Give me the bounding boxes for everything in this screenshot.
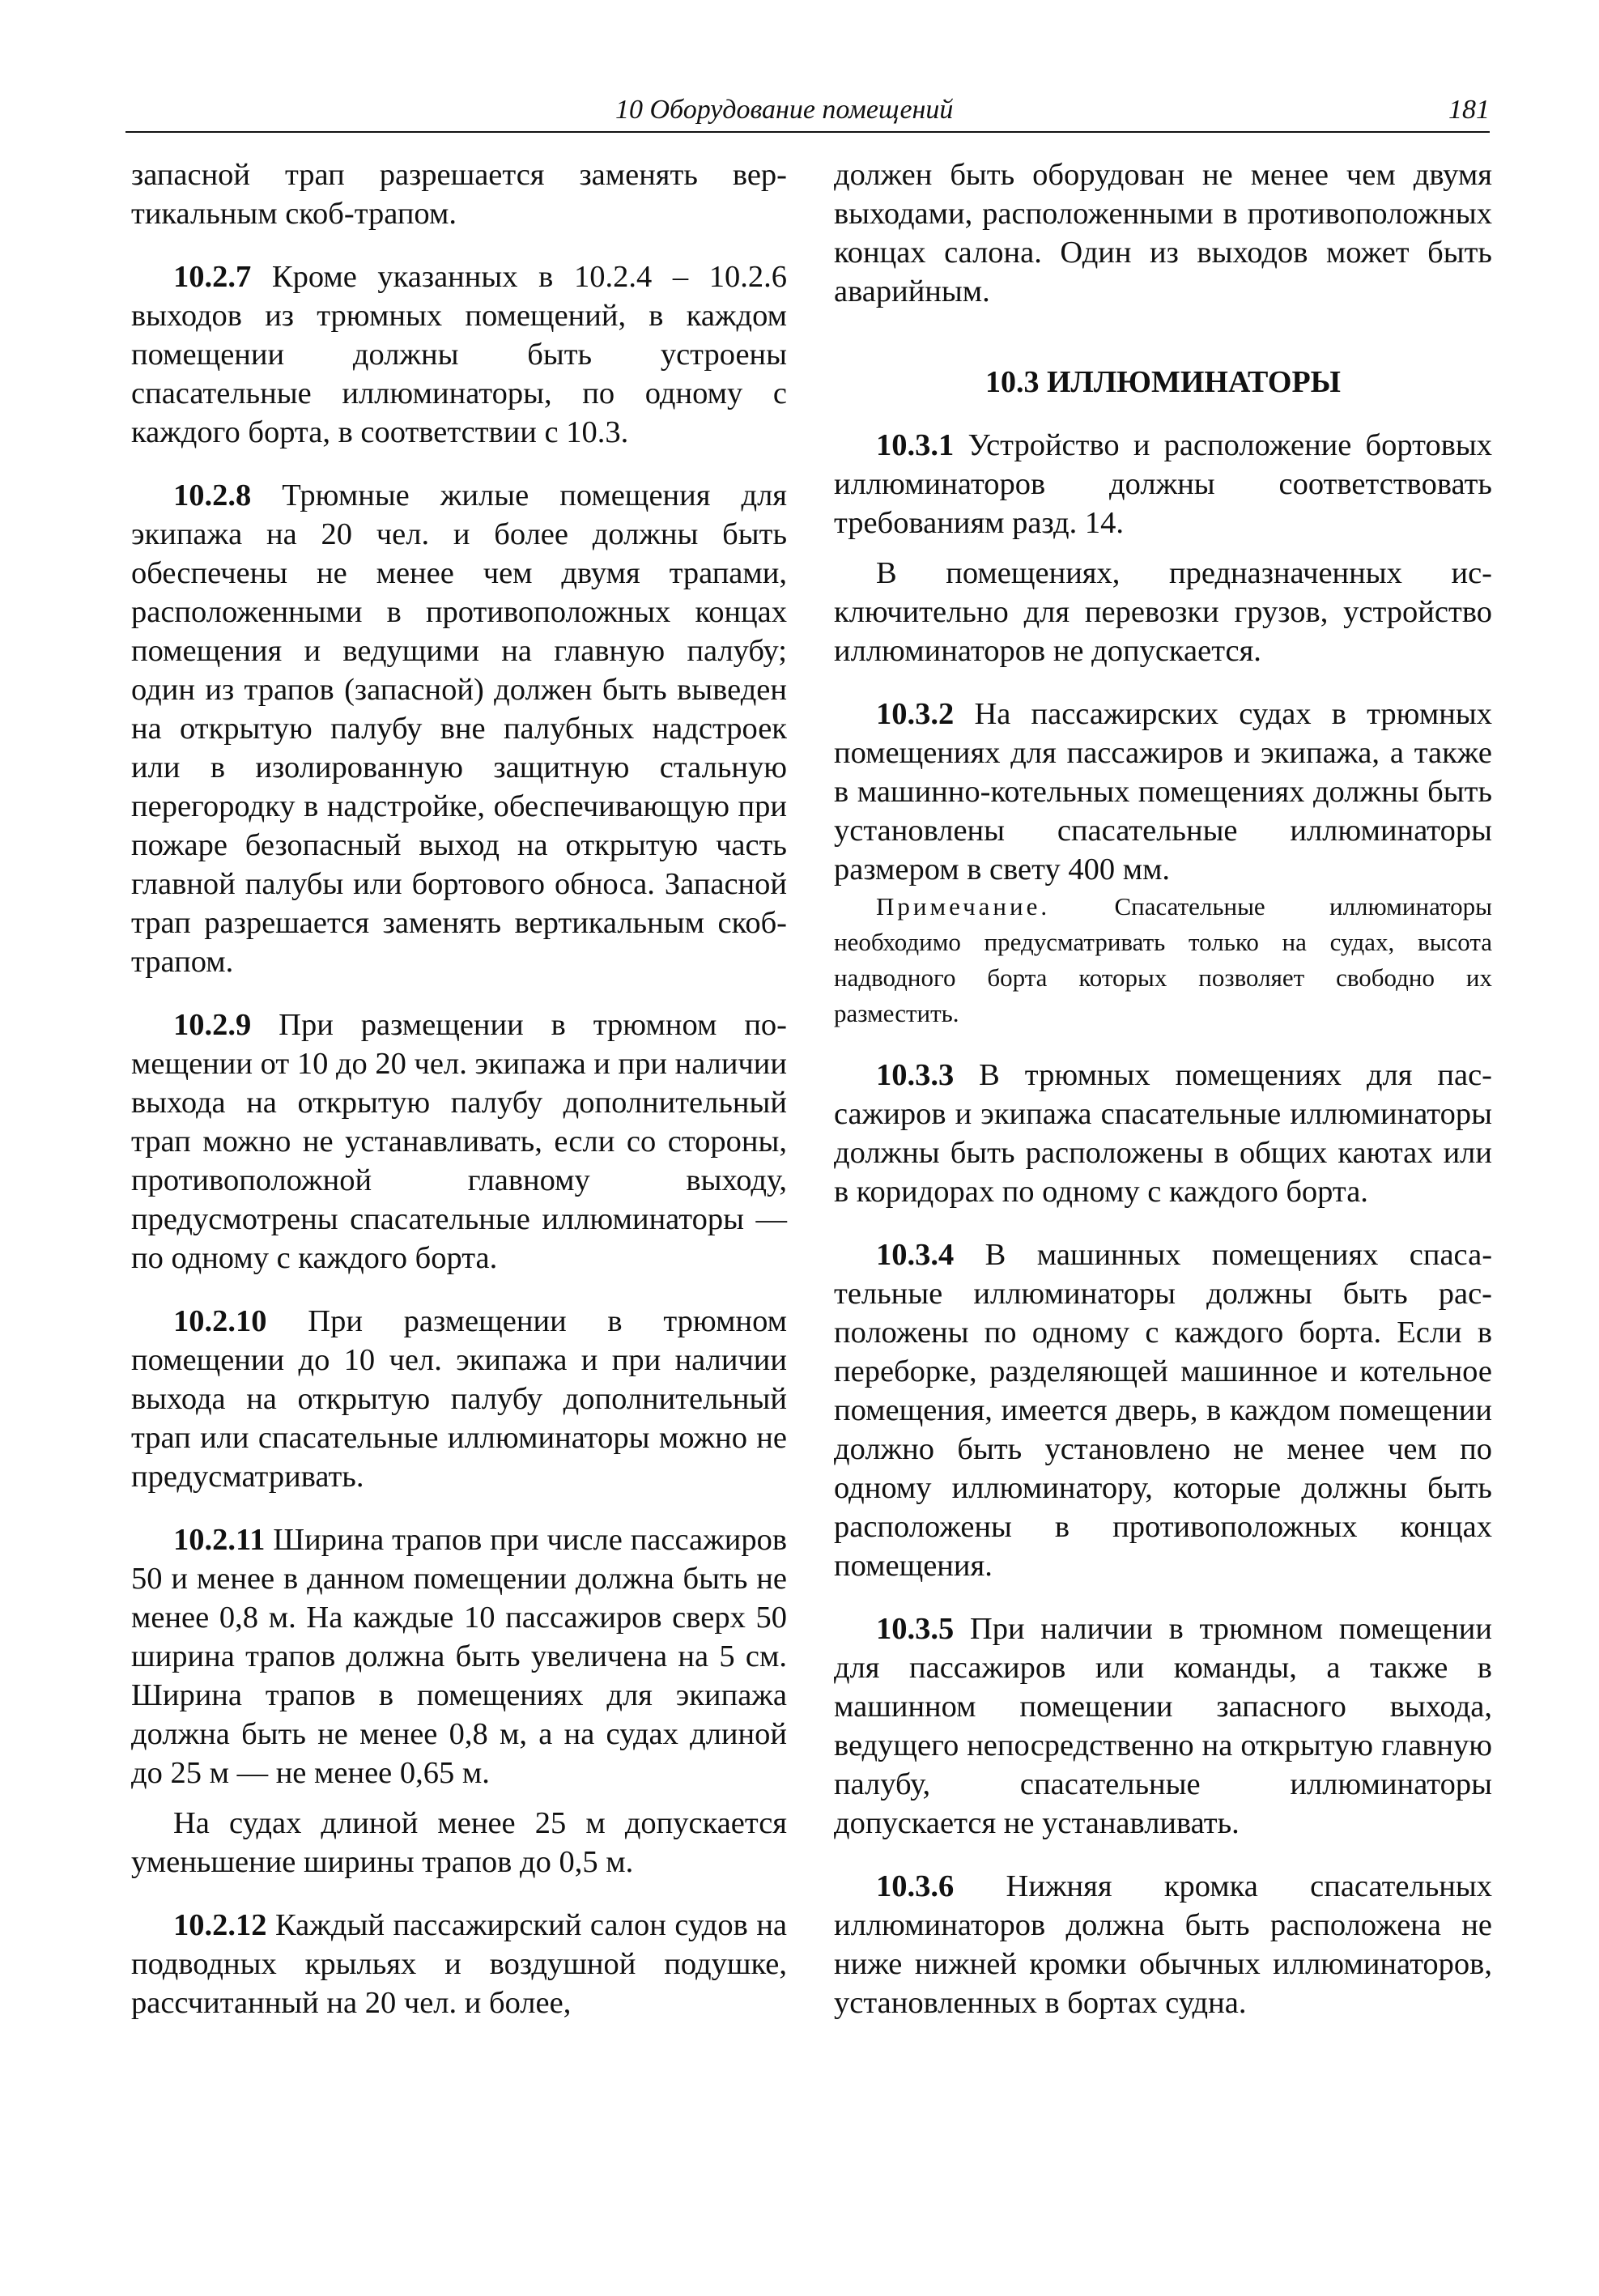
clause-10-3-2: 10.3.2 На пассажирских судах в трюмных помещениях для пассажиров и экипажа, а также в машинно-котельных помещениях должны быть установлены спасательные иллюминаторы размером в свету 400 мм.: [834, 697, 1492, 887]
paragraph-continued: должен быть оборудован не менее чем двумя выходами, расположенными в противоположных концах салона. Один из выходов может быть аварийным.: [834, 158, 1492, 308]
clause-10-3-1-continued: В помещениях, предназначенных исключительно для перевозки грузов, устройство иллюминаторов не допускается.: [834, 556, 1492, 668]
left-column: [131, 155, 787, 2022]
clause-10-2-10: 10.2.10 При размещении в трюмном помещении до 10 чел. экипажа и при наличии выхода на открытую палубу дополнительный трап или спасательные иллюминаторы можно не предусматривать.: [131, 1304, 788, 1494]
clause-10-2-9: 10.2.9 При размещении в трюмном помещении от 10 до 20 чел. экипажа и при наличии выхода на открытую палубу дополнительный трап можно не устанавливать, если со стороны, противоположной главному выходу, предусмотрены спасательные иллюминаторы — по одному с каждого борта.: [131, 1008, 788, 1275]
clause-10-3-4: 10.3.4 В машинных помещениях спасательные иллюминаторы должны быть расположены по одному с каждого борта. Если в переборке, разделяющей машинное и котельное помещения, имеется дверь, в каждом помещении должно быть установлено не менее чем по одному иллюминатору, которые должны быть расположены в противоположных концах помещения.: [834, 1238, 1493, 1583]
clause-10-3-5: 10.3.5 При наличии в трюмном помещении для пассажиров или команды, а также в машинном помещении запасного выхода, ведущего непосредственно на открытую главную палубу, спасательные иллюминаторы допускается не устанавливать.: [834, 1612, 1493, 1840]
clause-10-3-6: 10.3.6 Нижняя кромка спасательных иллюминаторов должна быть расположена не ниже нижней кромки обычных иллюминаторов, установленных в бортах судна.: [834, 1869, 1492, 2020]
clause-10-2-8: 10.2.8 Трюмные жилые помещения для экипажа на 20 чел. и более должны быть обеспечены не менее чем двумя трапами, расположенными в противоположных концах помещения и ведущими на главную палубу; один из трапов (запасной) должен быть выведен на открытую палубу вне палубных надстроек или в изолированную защитную стальную перегородку в надстройке, обеспечивающую при пожаре безопасный выход на открытую часть главной палубы или бортового обноса. Запасной трап разрешается заменять вертикальным скоб-трапом.: [131, 478, 787, 979]
running-header: [125, 91, 1490, 133]
clause-10-2-11: 10.2.11 Ширина трапов при числе пассажиров 50 и менее в данном помещении должна быть не менее 0,8 м. На каждые 10 пассажиров сверх 50 ширина трапов должна быть увеличена на 5 см. Ширина трапов в помещениях для экипажа должна быть не менее 0,8 м, а на судах длиной до 25 м — не менее 0,65 м.: [131, 1523, 788, 1790]
note-label: Примечание.: [876, 892, 1051, 921]
clause-10-3-1: 10.3.1 Устройство и расположение бортовых иллюминаторов должны соответствовать требованиям разд. 14.: [834, 428, 1492, 540]
clause-10-3-3: 10.3.3 В трюмных помещениях для пассажиров и экипажа спасательные иллюминаторы должны быть расположены в общих каютах или в коридорах по одному с каждого борта.: [834, 1058, 1492, 1209]
section-heading: 10.3 ИЛЛЮМИНАТОРЫ: [985, 365, 1341, 399]
note: Примечание. Спасательные иллюминаторы необходимо предусматривать только на судах, высота надводного борта которых позволяет свободно их разместить.: [834, 892, 1492, 1027]
clause-10-2-7: 10.2.7 Кроме указанных в 10.2.4 – 10.2.6 выходов из трюмных помещений, в каждом помещении должны быть устроены спасательные иллюминаторы, по одному с каждого борта, в соответствии с 10.3.: [131, 260, 787, 449]
page-number: 181: [1448, 95, 1490, 125]
clause-10-2-11-continued: На судах длиной менее 25 м допускается уменьшение ширины трапов до 0,5 м.: [131, 1806, 787, 1879]
chapter-title: 10 Оборудование помещений: [615, 95, 954, 125]
paragraph-continued: запасной трап разрешается заменять вертикальным скоб-трапом.: [131, 158, 787, 231]
right-column: [834, 155, 1492, 2022]
clause-10-2-12: 10.2.12 Каждый пассажирский салон судов на подводных крыльях и воздушной подушке, рассчитанный на 20 чел. и более,: [131, 1908, 788, 2020]
